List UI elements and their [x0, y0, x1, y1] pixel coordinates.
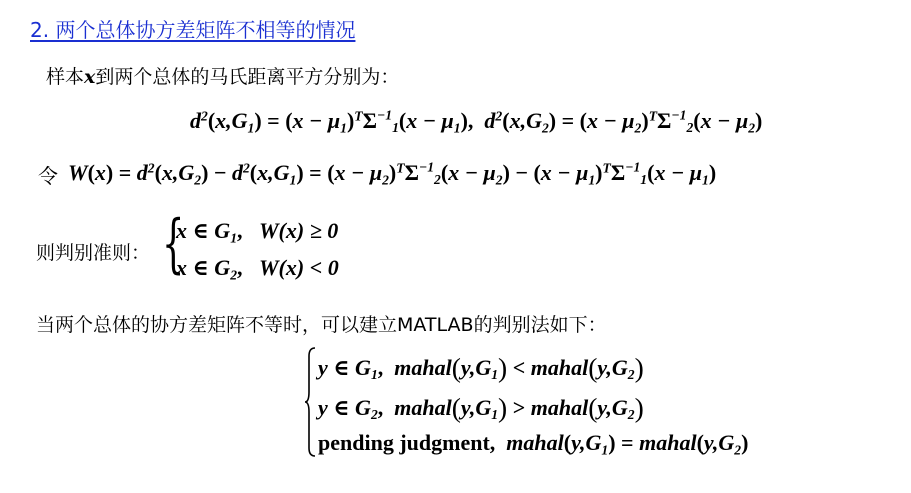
matlab-rule-g1: y ∈ $G_1$, $mahal(y,G_1)$ < $mahal(y,G_2)$: [318, 352, 644, 383]
w-definition-formula: $W(x) = d^2(x,G_2) - d^2(x,G_1) = (x - \mu_2)^T\Sigma_{-12}(x - \mu_2) - (x - \mu_1)^T\Sigma_{-11}(x - \mu_1)$: [68, 160, 717, 188]
left-brace-icon: [304, 346, 316, 458]
section-title[interactable]: 2. 两个总体协方差矩阵不相等的情况: [30, 18, 356, 42]
decision-rule-label: 则判别准则：: [36, 242, 151, 264]
rule-case-g1: x ∈ $G_1$, W(x) ≥ 0: [176, 218, 339, 246]
rule-case-g1-condition: W(x) ≥ 0: [259, 218, 339, 243]
rule-case-g2: x ∈ $G_2$, W(x) < 0: [176, 255, 339, 283]
matlab-intro-sentence: 当两个总体的协方差矩阵不等时，可以建立MATLAB的判别法如下：: [36, 314, 607, 336]
matlab-rule-pending: pending judgment, $mahal(y,G_1)$ = $mahal(y,G_2)$: [318, 430, 749, 458]
rule-case-g2-condition: W(x) < 0: [259, 255, 339, 280]
distance-formula: $d^2(x,G_1) = (x - \mu_1)^T\Sigma_{-11}(x - \mu_1)$, $d^2(x,G_2) = (x - \mu_2)^T\Sigma_{-12}(x - \mu_2)$: [190, 108, 763, 136]
intro-prefix: 样本: [46, 66, 85, 88]
matlab-rule-g2: y ∈ $G_2$, $mahal(y,G_1)$ > $mahal(y,G_2)$: [318, 392, 644, 423]
intro-sentence: [46, 62, 399, 89]
intro-suffix: 到两个总体的马氏距离平方分别为：: [95, 66, 400, 88]
intro-variable: x: [84, 66, 96, 88]
left-brace-icon: {: [162, 207, 185, 281]
pending-judgment-label: pending judgment: [318, 430, 490, 455]
let-label: 令: [38, 164, 58, 188]
